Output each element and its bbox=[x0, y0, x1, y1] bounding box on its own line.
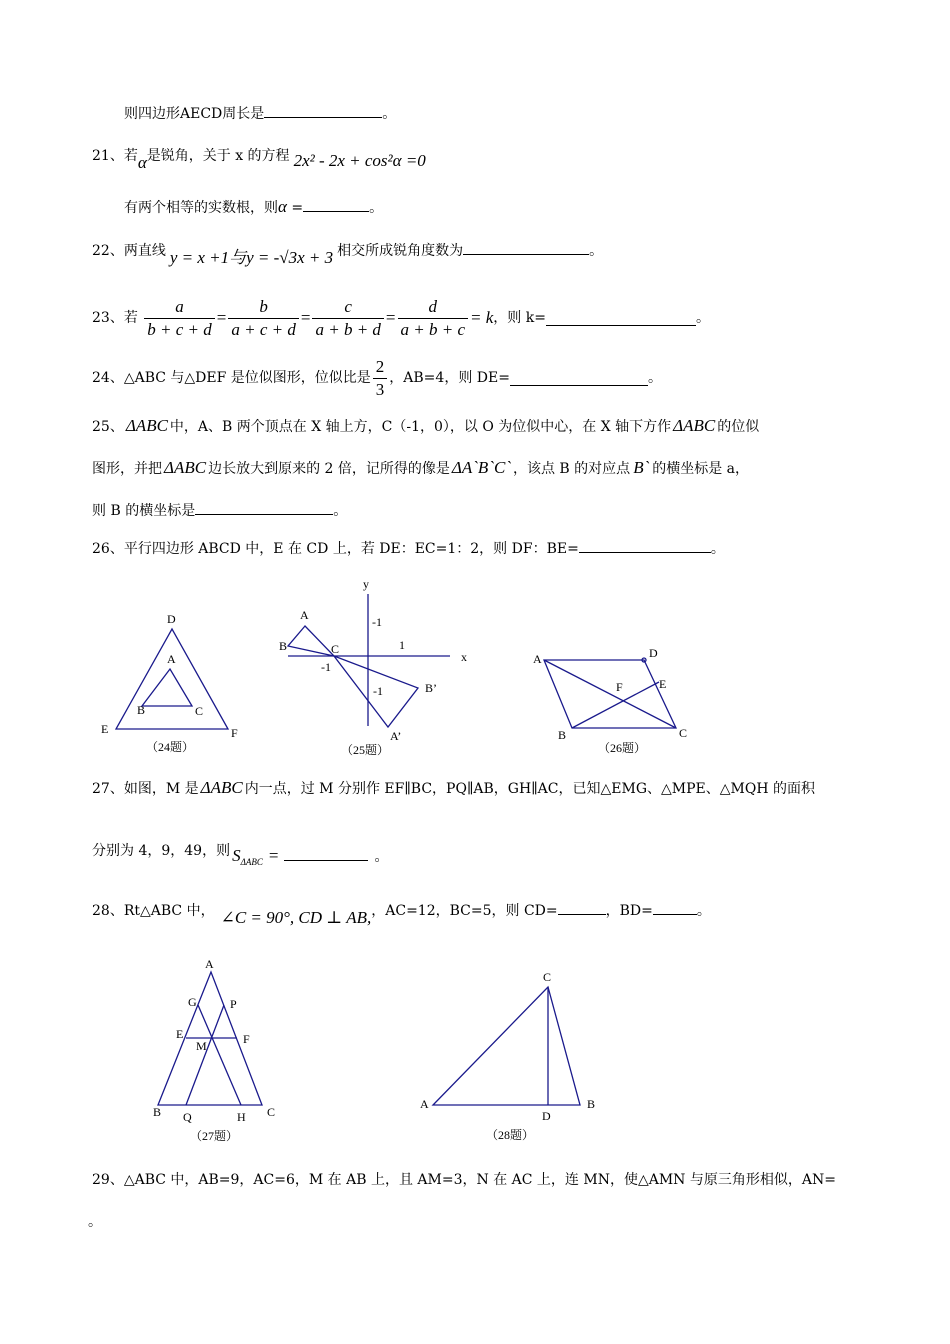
fig25-caption: （25题） bbox=[341, 743, 390, 757]
q28-math: ∠C = 90°, CD ⊥ AB, bbox=[220, 908, 372, 927]
fig24-inner-triangle bbox=[142, 669, 192, 706]
fig27-label-p: P bbox=[230, 997, 237, 1011]
fig25-label-y: y bbox=[363, 577, 369, 591]
q27-line2: 分别为 4，9，49，则 $S_{\Delta ABC}$ = 。 bbox=[92, 843, 389, 867]
fig24-outer-triangle bbox=[116, 629, 228, 729]
fig28-label-c: C bbox=[543, 970, 552, 984]
fig24-label-f: F bbox=[231, 726, 238, 740]
answer-blank[interactable] bbox=[264, 103, 382, 118]
fig27-label-m: M bbox=[196, 1039, 207, 1053]
q21-line2: 有两个相等的实数根，则α = 。 bbox=[124, 197, 384, 216]
fig25-label-aprime: A’ bbox=[390, 729, 402, 743]
fig26-label-a: A bbox=[533, 652, 542, 666]
fig27-caption: （27题） bbox=[190, 1129, 239, 1143]
fig24-label-b: B bbox=[137, 703, 146, 717]
fig25-label-one-x: 1 bbox=[399, 638, 405, 652]
fig26-diagonal-ac bbox=[544, 660, 676, 728]
fig25-triangle-abc bbox=[288, 626, 334, 656]
fig25-label-b: B bbox=[279, 639, 288, 653]
q29-line2: 。 bbox=[88, 1214, 102, 1230]
fig26-label-d: D bbox=[649, 646, 658, 660]
fig24-label-e: E bbox=[101, 722, 109, 736]
q25-line1: 25、 ΔABC 中，A、B 两个顶点在 X 轴上方，C（-1，0），以 O 为位似中心，在 X 轴下方作 ΔABC 的位似 bbox=[92, 416, 760, 435]
fig25-label-c: C bbox=[331, 642, 340, 656]
fig27-label-e: E bbox=[176, 1027, 184, 1041]
fig24-label-a: A bbox=[167, 652, 176, 666]
fig24-label-d: D bbox=[167, 612, 176, 626]
q25-line3: 则 B 的横坐标是 。 bbox=[92, 500, 347, 521]
figures-27-28 bbox=[0, 950, 950, 1150]
answer-blank[interactable] bbox=[546, 311, 696, 326]
answer-blank[interactable] bbox=[284, 846, 368, 861]
fig26-label-e: E bbox=[659, 677, 667, 691]
fig28-label-d: D bbox=[542, 1109, 551, 1123]
fig27-label-f: F bbox=[243, 1032, 250, 1046]
answer-blank[interactable] bbox=[510, 371, 648, 386]
q21-line1: 21、若α是锐角，关于 x 的方程 2x² - 2x + cos²α =0 bbox=[92, 148, 426, 172]
q27-line1: 27、如图，M 是 ΔABC 内一点，过 M 分别作 EF∥BC，PQ∥AB，GH∥AC，已知△EMG、△MPE、△MQH 的面积 bbox=[92, 778, 815, 797]
q23-fraction: $\frac{a}{b + c + d}$ bbox=[144, 296, 215, 341]
fig26-label-b: B bbox=[558, 728, 567, 742]
fig27-label-a: A bbox=[205, 957, 214, 971]
q23-fraction: $\frac{d}{a + b + c}$ bbox=[398, 296, 469, 341]
figures-24-26 bbox=[0, 570, 950, 770]
q22-equation: y = x +1与y = -√3x + 3 bbox=[169, 248, 334, 267]
q22: 22、两直线 y = x +1与y = -√3x + 3 相交所成锐角度数为 。 bbox=[92, 240, 603, 261]
fig27-label-c: C bbox=[267, 1105, 276, 1119]
fig28-label-b: B bbox=[587, 1097, 596, 1111]
q29-line1: 29、△ABC 中，AB=9，AC=6，M 在 AB 上，且 AM=3，N 在 AC 上，连 MN，使△AMN 与原三角形相似，AN= bbox=[92, 1172, 836, 1188]
q24-fraction: $\frac{2}{3}$ bbox=[373, 356, 388, 401]
q28: 28、Rt△ABC 中， ∠C = 90°, CD ⊥ AB,，AC=12，BC=5，则 CD= ，BD= 。 bbox=[92, 900, 711, 921]
q20-tail: 则四边形AECD周长是 。 bbox=[124, 103, 396, 124]
answer-blank[interactable] bbox=[653, 900, 697, 915]
answer-blank[interactable] bbox=[579, 538, 711, 553]
answer-blank[interactable] bbox=[303, 197, 369, 212]
fig27-label-h: H bbox=[237, 1110, 246, 1124]
answer-blank[interactable] bbox=[463, 240, 589, 255]
fig25-label-neg1-y: -1 bbox=[372, 615, 382, 629]
q26: 26、平行四边形 ABCD 中，E 在 CD 上，若 DE：EC=1：2，则 DF：BE= 。 bbox=[92, 538, 725, 559]
fig25-label-x: x bbox=[461, 650, 467, 664]
fig28-label-a: A bbox=[420, 1097, 429, 1111]
fig27-label-q: Q bbox=[183, 1110, 192, 1124]
q23-fraction: $\frac{b}{a + c + d}$ bbox=[228, 296, 299, 341]
fig26-caption: （26题） bbox=[598, 741, 647, 755]
answer-blank[interactable] bbox=[558, 900, 606, 915]
q23-fraction: $\frac{c}{a + b + d}$ bbox=[312, 296, 383, 341]
fig25-label-neg1-y2: -1 bbox=[373, 684, 383, 698]
fig26-label-f: F bbox=[616, 680, 623, 694]
fig28-triangle-abc bbox=[433, 987, 580, 1105]
answer-blank[interactable] bbox=[195, 500, 333, 515]
fig25-label-bprime: B’ bbox=[425, 681, 437, 695]
q21-equation: 2x² - 2x + cos²α =0 bbox=[293, 151, 426, 170]
q24: 24、△ABC 与△DEF 是位似图形，位似比是 $\frac{2}{3}$ ，AB=4，则 DE= 。 bbox=[92, 356, 662, 399]
fig25-label-neg1-x: -1 bbox=[321, 660, 331, 674]
fig28-caption: （28题） bbox=[486, 1128, 535, 1142]
fig26-label-c: C bbox=[679, 726, 688, 740]
fig25-label-a: A bbox=[300, 608, 309, 622]
fig24-label-c: C bbox=[195, 704, 204, 718]
fig27-label-b: B bbox=[153, 1105, 162, 1119]
q23: 23、若 $\frac{a}{b + c + d}$ = $\frac{b}{a + c + d}$ = $\frac{c}{a + b + d}$ = $\frac{d}{a + b + c}$ = k，则 k= 。 bbox=[92, 296, 710, 339]
q25-line2: 图形，并把 ΔABC 边长放大到原来的 2 倍，记所得的像是 ΔA`B`C` ，该点 B 的对应点 B` 的横坐标是 a， bbox=[92, 458, 750, 477]
fig27-label-g: G bbox=[188, 995, 197, 1009]
fig24-caption: （24题） bbox=[146, 740, 195, 754]
